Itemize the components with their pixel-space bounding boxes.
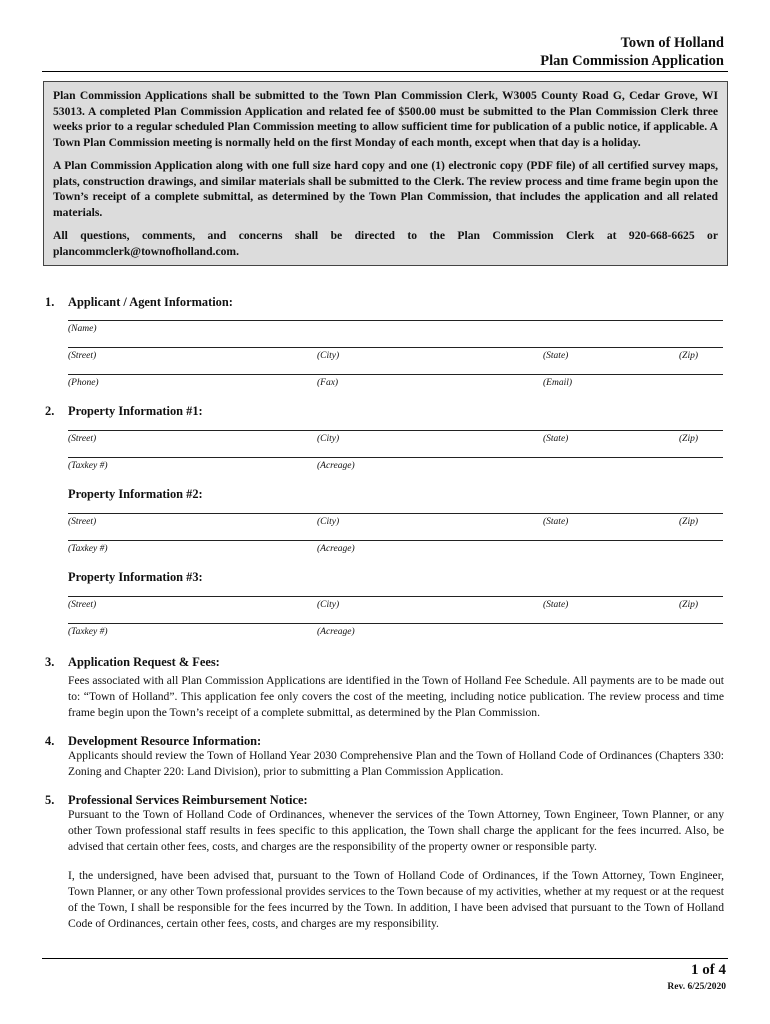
property-2-taxkey-label: (Taxkey #) xyxy=(68,544,108,554)
state-label: (State) xyxy=(543,351,569,361)
section-2-number: 2. xyxy=(45,404,55,418)
property-2-city-label: (City) xyxy=(317,517,340,527)
property-1-title: Property Information #1: xyxy=(68,404,203,418)
property-1-acreage-label: (Acreage) xyxy=(317,461,355,471)
phone-label: (Phone) xyxy=(68,378,99,388)
property-3-acreage-label: (Acreage) xyxy=(317,627,355,637)
property-3-title: Property Information #3: xyxy=(68,570,203,584)
section-4-title: Development Resource Information: xyxy=(68,734,262,748)
property-3-city-label: (City) xyxy=(317,600,340,610)
property-2-acreage-label: (Acreage) xyxy=(317,544,355,554)
property-1-zip-label: (Zip) xyxy=(679,434,698,444)
notice-paragraph-1: Plan Commission Applications shall be submitted to the Town Plan Commission Clerk, W3005 County Road G, Cedar Grove, WI 53013. A completed Plan Commission Application and related fee of $500.00 must be submitted to the Plan Commission Clerk three weeks prior to a regular scheduled Plan Commission meeting to allow sufficient time for publication of a public notice, if applicable. A Town Plan Commission meeting is normally held on the first Monday of each month, except when that day is a holiday. xyxy=(53,89,718,149)
property-2-tax-line[interactable] xyxy=(68,540,723,541)
property-3-state-label: (State) xyxy=(543,600,569,610)
section-4-heading xyxy=(45,734,261,749)
section-5-number: 5. xyxy=(45,793,55,807)
fax-label: (Fax) xyxy=(317,378,339,388)
property-2-street-label: (Street) xyxy=(68,517,97,527)
property-2-state-label: (State) xyxy=(543,517,569,527)
footer-divider xyxy=(42,958,728,959)
property-3-address-line[interactable] xyxy=(68,596,723,597)
fees-paragraph xyxy=(68,673,724,720)
property-1-state-label: (State) xyxy=(543,434,569,444)
section-1-title: Applicant / Agent Information: xyxy=(68,295,233,309)
property-2-address-line[interactable] xyxy=(68,513,723,514)
property-1-taxkey-label: (Taxkey #) xyxy=(68,461,108,471)
notice-paragraph-2: A Plan Commission Application along with one full size hard copy and one (1) electronic copy (PDF file) of all certified survey maps, plats, construction drawings, and similar materials shall be submitted to the Clerk. The review process and time frame begin upon the Town’s receipt of a complete submittal, as determined by the Town Plan Commission, that includes the application and all related materials. xyxy=(53,159,718,219)
section-5-title: Professional Services Reimbursement Notice: xyxy=(68,793,308,807)
page-header xyxy=(540,34,724,70)
section-5-heading xyxy=(45,793,308,808)
address-field-line[interactable] xyxy=(68,347,723,348)
email-label: (Email) xyxy=(543,378,573,388)
city-label: (City) xyxy=(317,351,340,361)
property-1-street-label: (Street) xyxy=(68,434,97,444)
name-field-line[interactable] xyxy=(68,320,723,321)
section-1-heading xyxy=(45,295,233,310)
notice-paragraph-3: All questions, comments, and concerns shall be directed to the Plan Commission Clerk at 920-668-6625 or plancommclerk@townofholland.com. xyxy=(53,229,718,258)
resources-paragraph xyxy=(68,748,724,780)
submission-notice-box xyxy=(43,81,728,266)
reimbursement-paragraphs xyxy=(68,807,724,932)
section-3-title: Application Request & Fees: xyxy=(68,655,220,669)
revision-date: Rev. 6/25/2020 xyxy=(667,982,726,992)
contact-field-line[interactable] xyxy=(68,374,723,375)
property-3-zip-label: (Zip) xyxy=(679,600,698,610)
reimbursement-notice-text: Pursuant to the Town of Holland Code of Ordinances, whenever the services of the Town Attorney, Town Engineer, Town Planner, or any other Town professional staff results in fees specific to this application, the Town shall charge the applicant for the fees incurred. Also, be advised that certain other fees, costs, and charges are the responsibility of the property owner or responsible party. xyxy=(68,808,724,853)
section-2-heading xyxy=(45,404,203,419)
form-title: Plan Commission Application xyxy=(540,53,724,69)
property-2-zip-label: (Zip) xyxy=(679,517,698,527)
property-1-city-label: (City) xyxy=(317,434,340,444)
section-3-number: 3. xyxy=(45,655,55,669)
section-4-number: 4. xyxy=(45,734,55,748)
street-label: (Street) xyxy=(68,351,97,361)
property-1-tax-line[interactable] xyxy=(68,457,723,458)
name-label: (Name) xyxy=(68,324,97,334)
property-2-title: Property Information #2: xyxy=(68,487,203,501)
header-divider xyxy=(42,71,728,72)
town-name: Town of Holland xyxy=(620,35,724,51)
property-1-address-line[interactable] xyxy=(68,430,723,431)
property-3-taxkey-label: (Taxkey #) xyxy=(68,627,108,637)
page-number: 1 of 4 xyxy=(691,962,726,978)
section-3-heading xyxy=(45,655,220,670)
acknowledgement-text: I, the undersigned, have been advised that, pursuant to the Town of Holland Code of Ordinances, if the Town Attorney, Town Engineer, Town Planner, or any other Town professional provides services to the Town because of my activities, whether at my request or at the request of the Town, I shall be responsible for the fees incurred by the Town. In addition, I have been advised that pursuant to the Town of Holland Code of Ordinances, certain other fees, costs, and charges are my responsibility. xyxy=(68,869,724,930)
fees-text: Fees associated with all Plan Commission Applications are identified in the Town of Holland Fee Schedule. All payments are to be made out to: “Town of Holland”. This application fee only covers the cost of the meeting, including notice publication. The review process and time frame begin upon the Town’s receipt of a complete submittal, as determined by the Plan Commission. xyxy=(68,674,724,719)
property-3-tax-line[interactable] xyxy=(68,623,723,624)
zip-label: (Zip) xyxy=(679,351,698,361)
resources-text: Applicants should review the Town of Holland Year 2030 Comprehensive Plan and the Town of Holland Code of Ordinances (Chapters 330: Zoning and Chapter 220: Land Division), prior to submitting a Plan Commission Application. xyxy=(68,749,724,778)
property-3-street-label: (Street) xyxy=(68,600,97,610)
section-1-number: 1. xyxy=(45,295,55,309)
